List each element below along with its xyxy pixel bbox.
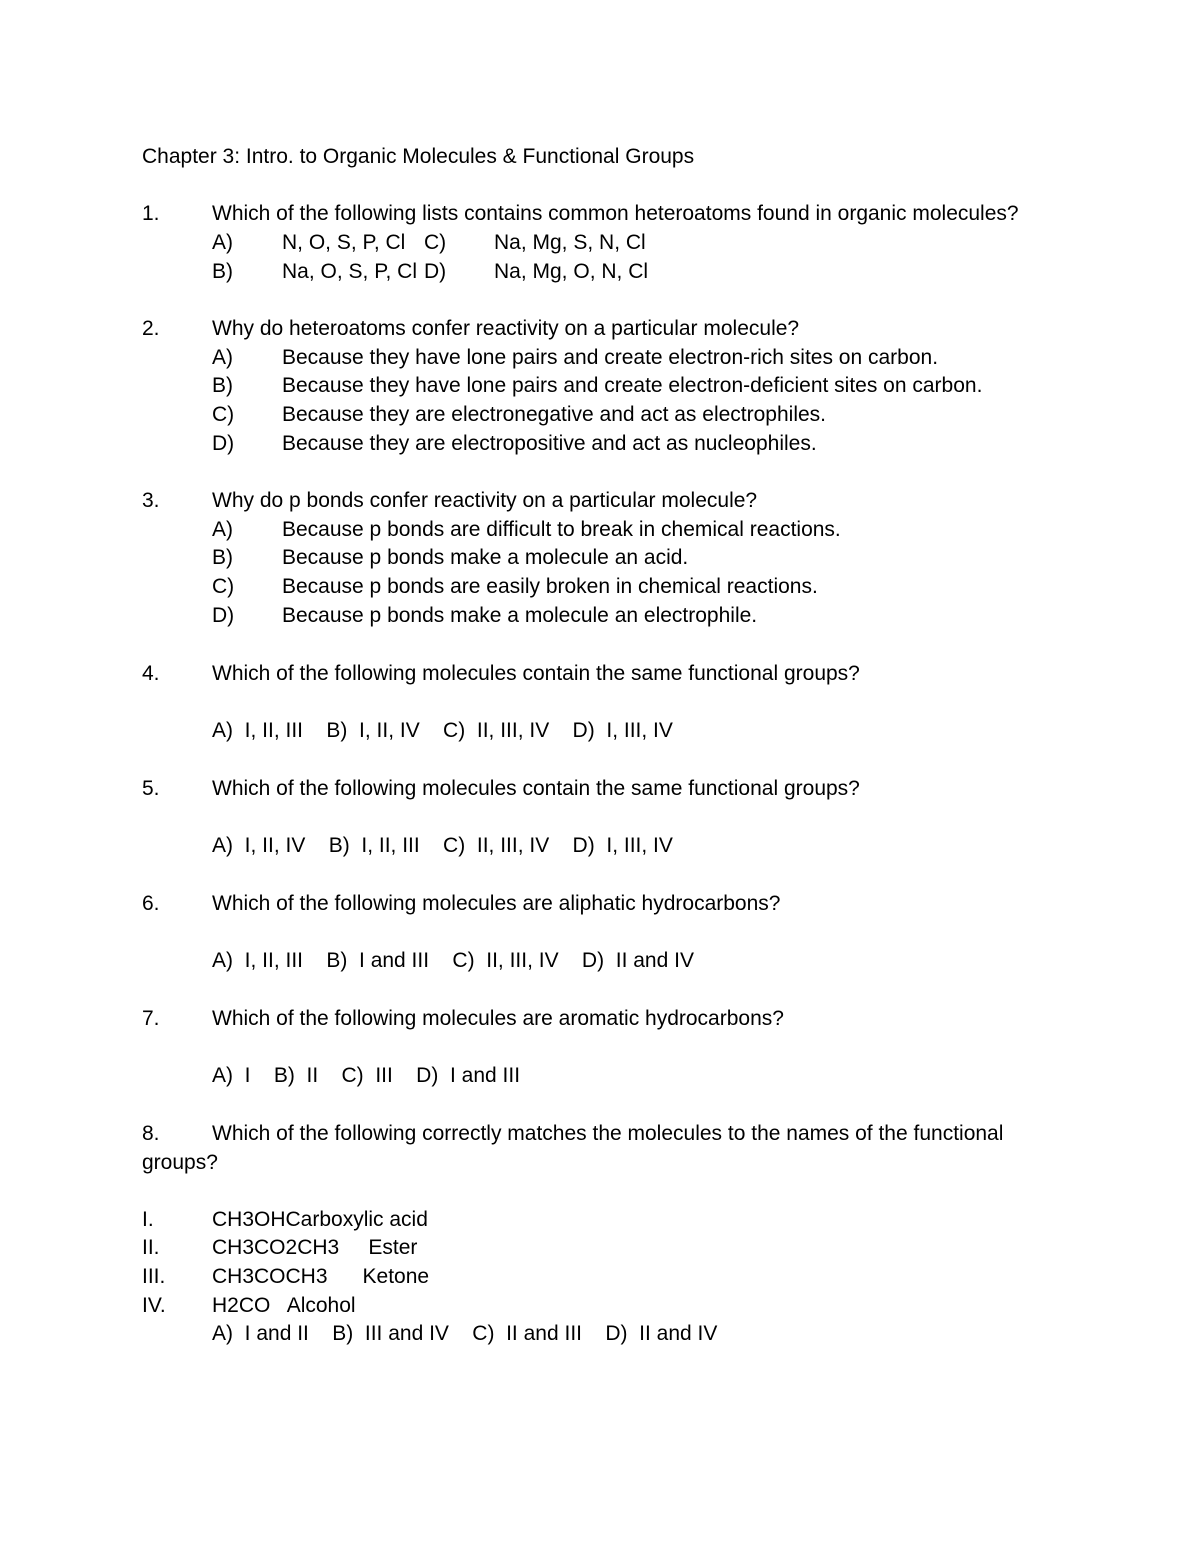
option-text: Because p bonds are easily broken in chemical reactions. <box>282 575 818 598</box>
option-text: Because they are electronegative and act as electrophiles. <box>282 403 827 426</box>
option-text: Na, Mg, O, N, Cl <box>494 260 649 283</box>
option-text: Because p bonds make a molecule an acid. <box>282 546 689 569</box>
question-number: 8. <box>142 1122 160 1145</box>
option-text: Because they are electropositive and act as nucleophiles. <box>282 432 817 455</box>
option-text: Na, O, S, P, Cl <box>282 260 417 283</box>
page-title: Chapter 3: Intro. to Organic Molecules & Functional Groups <box>142 145 695 168</box>
question-number: 7. <box>142 1007 160 1030</box>
question-text: Which of the following lists contains common heteroatoms found in organic molecules? <box>212 202 1019 225</box>
question-text: Which of the following molecules contain the same functional groups? <box>212 777 860 800</box>
question-number: 5. <box>142 777 160 800</box>
question-text: Why do heteroatoms confer reactivity on a particular molecule? <box>212 317 800 340</box>
answer-choices: A) I, II, III B) I and III C) II, III, IV D) II and IV <box>212 949 694 972</box>
item-text: CH3CO2CH3 Ester <box>212 1236 418 1259</box>
question-number: 3. <box>142 489 160 512</box>
question-text-continued: groups? <box>142 1151 218 1174</box>
option-label: A) <box>212 346 233 369</box>
answer-choices: A) I, II, III B) I, II, IV C) II, III, IV D) I, III, IV <box>212 719 673 742</box>
option-label: B) <box>212 374 233 397</box>
option-text: Because p bonds make a molecule an electrophile. <box>282 604 758 627</box>
item-label: III. <box>142 1265 166 1288</box>
item-label: II. <box>142 1236 160 1259</box>
question-text: Which of the following correctly matches the molecules to the names of the functional <box>212 1122 1004 1145</box>
question-number: 1. <box>142 202 160 225</box>
answer-choices: A) I and II B) III and IV C) II and III D) II and IV <box>212 1322 718 1345</box>
option-label: C) <box>212 575 235 598</box>
option-label: D) <box>212 432 235 455</box>
item-label: IV. <box>142 1294 166 1317</box>
item-text: CH3COCH3 Ketone <box>212 1265 430 1288</box>
question-text: Which of the following molecules are aromatic hydrocarbons? <box>212 1007 784 1030</box>
option-label: B) <box>212 260 233 283</box>
option-label: D) <box>212 604 235 627</box>
option-text: N, O, S, P, Cl <box>282 231 406 254</box>
option-label: A) <box>212 231 233 254</box>
option-label: C) <box>212 403 235 426</box>
option-label: C) <box>424 231 447 254</box>
option-label: D) <box>424 260 447 283</box>
option-text: Because they have lone pairs and create electron-rich sites on carbon. <box>282 346 939 369</box>
question-number: 6. <box>142 892 160 915</box>
answer-choices: A) I B) II C) III D) I and III <box>212 1064 521 1087</box>
question-text: Which of the following molecules are aliphatic hydrocarbons? <box>212 892 781 915</box>
option-label: B) <box>212 546 233 569</box>
question-text: Why do p bonds confer reactivity on a particular molecule? <box>212 489 758 512</box>
question-number: 4. <box>142 662 160 685</box>
option-label: A) <box>212 518 233 541</box>
option-text: Because they have lone pairs and create electron-deficient sites on carbon. <box>282 374 983 397</box>
item-text: H2CO Alcohol <box>212 1294 356 1317</box>
option-text: Because p bonds are difficult to break in chemical reactions. <box>282 518 841 541</box>
answer-choices: A) I, II, IV B) I, II, III C) II, III, IV D) I, III, IV <box>212 834 673 857</box>
item-label: I. <box>142 1208 154 1231</box>
option-text: Na, Mg, S, N, Cl <box>494 231 646 254</box>
question-number: 2. <box>142 317 160 340</box>
item-text: CH3OHCarboxylic acid <box>212 1208 428 1231</box>
question-text: Which of the following molecules contain the same functional groups? <box>212 662 860 685</box>
